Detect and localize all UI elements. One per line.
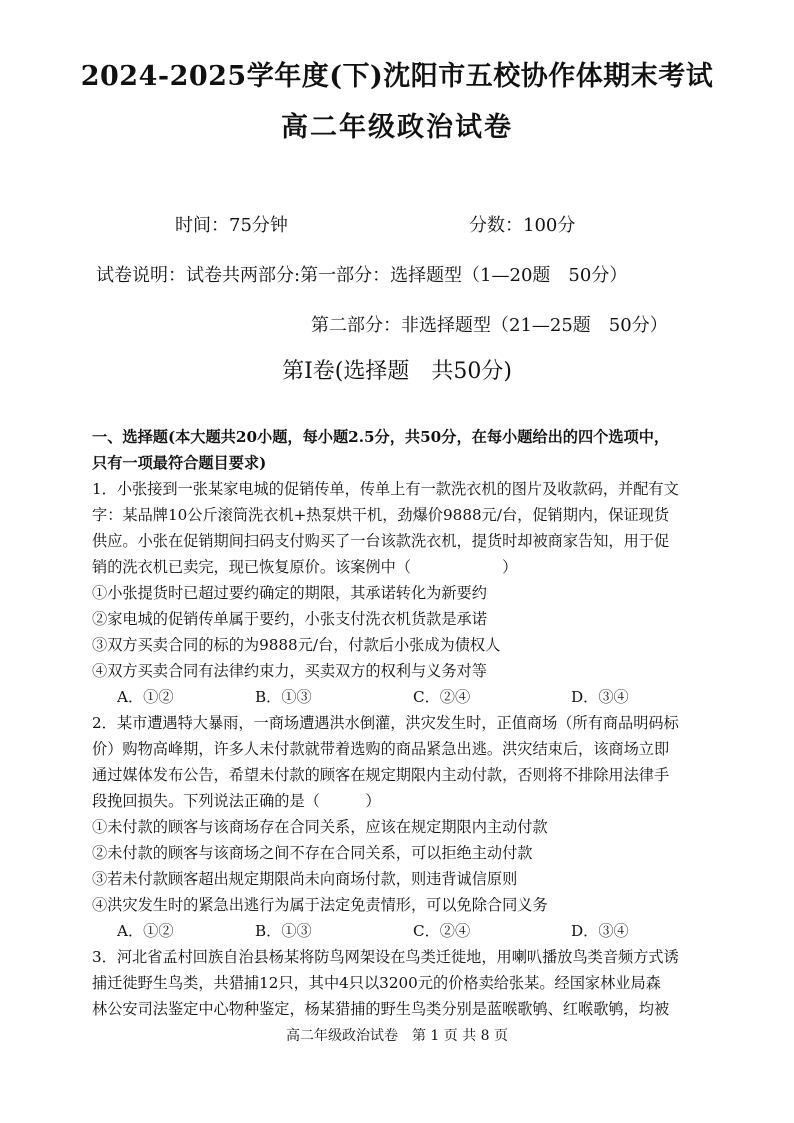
- question-1-stem-line2: 字：某品牌10公斤滚筒洗衣机+热泵烘干机，劲爆价9888元/台，促销期内，保证现货: [92, 506, 670, 524]
- question-2-option-d: D．③④: [571, 922, 629, 940]
- exam-note-part2: 第二部分：非选择题型（21—25题 50分）: [311, 315, 668, 336]
- question-3-stem-line2: 捕迁徙野生鸟类，共猎捕12只，其中4只以3200元的价格卖给张某。经国家林业局森: [92, 974, 661, 992]
- question-2-stem-line1: 2．某市遭遇特大暴雨，一商场遭遇洪水倒灌，洪灾发生时，正值商场（所有商品明码标: [92, 714, 679, 732]
- question-3-stem-line3: 林公安司法鉴定中心物种鉴定，杨某猎捕的野生鸟类分别是蓝喉歌鸲、红喉歌鸲，均被: [92, 1000, 670, 1018]
- exam-time: 时间：75分钟: [175, 215, 288, 236]
- section-title: 第Ⅰ卷(选择题 共50分): [282, 359, 512, 384]
- question-2-option-b: B．①③: [255, 922, 312, 940]
- question-1-stem-line3: 供应。小张在促销期间扫码支付购买了一台该款洗衣机，提货时却被商家告知，用于促: [92, 532, 670, 550]
- exam-note-part1: 试卷说明：试卷共两部分:第一部分：选择题型（1—20题 50分）: [96, 265, 628, 286]
- question-1-statement-4: ④双方买卖合同有法律约束力，买卖双方的权利与义务对等: [92, 662, 487, 680]
- question-2-stem-line4: 段挽回损失。下列说法正确的是（ ）: [92, 792, 381, 810]
- section-instructions-line2: 只有一项最符合题目要求): [92, 454, 267, 472]
- question-1-stem-line4: 销的洗衣机已卖完，现已恢复原价。该案例中（ ）: [92, 558, 518, 576]
- question-2-statement-3: ③若未付款顾客超出规定期限尚未向商场付款，则违背诚信原则: [92, 870, 518, 888]
- question-1-statement-1: ①小张提货时已超过要约确定的期限，其承诺转化为新要约: [92, 584, 487, 602]
- question-3-stem-line1: 3．河北省孟村回族自治县杨某将防鸟网架设在鸟类迁徙地，用喇叭播放鸟类音频方式诱: [92, 948, 679, 966]
- question-1-option-d: D．③④: [571, 688, 629, 706]
- question-1-statement-3: ③双方买卖合同的标的为9888元/台，付款后小张成为债权人: [92, 636, 501, 654]
- exam-subtitle: 高二年级政治试卷: [281, 112, 513, 143]
- question-2-stem-line3: 通过媒体发布公告，希望未付款的顾客在规定期限内主动付款，否则将不排除用法律手: [92, 766, 670, 784]
- question-2-statement-1: ①未付款的顾客与该商场存在合同关系，应该在规定期限内主动付款: [92, 818, 548, 836]
- section-instructions-line1: 一、选择题(本大题共20小题，每小题2.5分，共50分，在每小题给出的四个选项中，: [92, 428, 670, 446]
- question-1-option-c: C．②④: [413, 688, 471, 706]
- page-footer: 高二年级政治试卷 第 1 页 共 8 页: [285, 1028, 509, 1044]
- exam-score: 分数：100分: [469, 215, 576, 236]
- question-1-option-b: B．①③: [255, 688, 312, 706]
- question-1-stem-line1: 1．小张接到一张某家电城的促销传单，传单上有一款洗衣机的图片及收款码，并配有文: [92, 480, 679, 498]
- question-1-option-a: A．①②: [117, 688, 174, 706]
- question-2-option-c: C．②④: [413, 922, 471, 940]
- question-2-statement-4: ④洪灾发生时的紧急出逃行为属于法定免责情形，可以免除合同义务: [92, 896, 548, 914]
- exam-title: 2024-2025学年度(下)沈阳市五校协作体期末考试: [80, 61, 714, 92]
- question-2-option-a: A．①②: [117, 922, 174, 940]
- question-1-statement-2: ②家电城的促销传单属于要约，小张支付洗衣机货款是承诺: [92, 610, 487, 628]
- question-2-statement-2: ②未付款的顾客与该商场之间不存在合同关系，可以拒绝主动付款: [92, 844, 533, 862]
- question-2-stem-line2: 价）购物高峰期，许多人未付款就带着选购的商品紧急出逃。洪灾结束后，该商场立即: [92, 740, 670, 758]
